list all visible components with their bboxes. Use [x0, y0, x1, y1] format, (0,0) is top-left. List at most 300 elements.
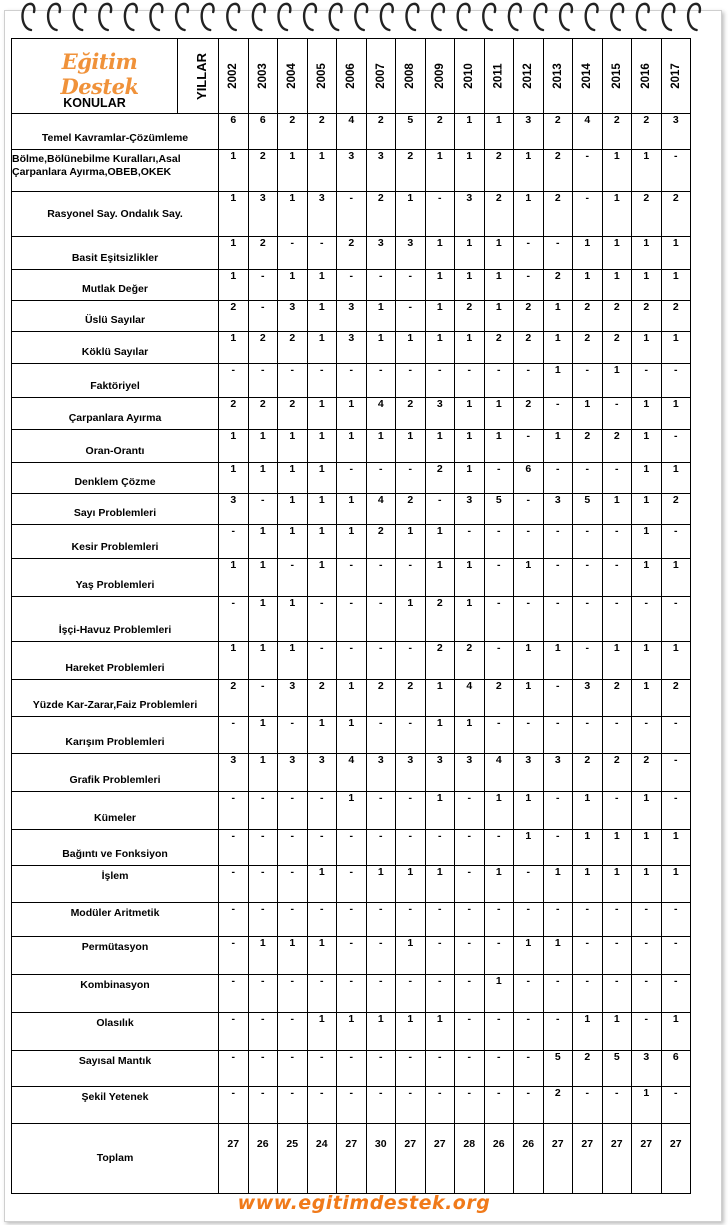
count-cell: 1 [514, 559, 544, 597]
count-cell: 3 [396, 237, 426, 270]
count-cell: - [278, 559, 308, 597]
count-cell: 1 [543, 430, 573, 463]
count-cell: 1 [455, 430, 485, 463]
count-cell: 1 [278, 463, 308, 494]
count-cell: 3 [219, 494, 249, 525]
count-cell: 2 [337, 237, 367, 270]
count-cell: - [219, 936, 249, 974]
count-cell: - [278, 1012, 308, 1050]
topics-by-year-table [11, 38, 691, 1194]
topic-cell: Hareket Problemleri [12, 642, 219, 680]
count-cell: - [514, 974, 544, 1012]
table-row [12, 398, 691, 430]
count-cell: - [632, 597, 662, 642]
count-cell: 1 [307, 301, 337, 332]
topic-cell: Kombinasyon [12, 974, 219, 1012]
count-cell: - [425, 936, 455, 974]
count-cell: - [337, 902, 367, 936]
year-header [661, 39, 691, 114]
count-cell: - [543, 398, 573, 430]
count-cell: 2 [573, 301, 603, 332]
count-cell: - [661, 150, 691, 192]
count-cell: 2 [543, 192, 573, 237]
count-cell: - [573, 936, 603, 974]
count-cell: 2 [602, 430, 632, 463]
count-cell: 5 [602, 1050, 632, 1086]
topic-cell: Yüzde Kar-Zarar,Faiz Problemleri [12, 680, 219, 717]
year-header [219, 39, 249, 114]
count-cell: - [337, 642, 367, 680]
count-cell: 3 [307, 192, 337, 237]
count-cell: - [484, 829, 514, 865]
count-cell: - [219, 1012, 249, 1050]
count-cell: 1 [455, 559, 485, 597]
count-cell: - [219, 974, 249, 1012]
count-cell: 6 [661, 1050, 691, 1086]
count-cell: 2 [396, 398, 426, 430]
count-cell: - [543, 792, 573, 829]
count-cell: - [484, 1086, 514, 1123]
topics-header: KONULAR [63, 96, 126, 111]
spiral-ring [48, 4, 60, 30]
count-cell: - [396, 642, 426, 680]
count-cell: 1 [602, 829, 632, 865]
count-cell: - [661, 525, 691, 559]
count-cell: 1 [219, 192, 249, 237]
count-cell: 1 [543, 364, 573, 398]
logo: Eğitim Destek [60, 49, 139, 99]
count-cell: - [573, 974, 603, 1012]
count-cell: - [337, 364, 367, 398]
count-cell: 2 [632, 301, 662, 332]
count-cell: 2 [396, 680, 426, 717]
count-cell: 1 [307, 332, 337, 364]
table-row [12, 597, 691, 642]
count-cell: 3 [278, 754, 308, 792]
count-cell: - [484, 525, 514, 559]
count-cell: - [573, 525, 603, 559]
count-cell: 1 [455, 717, 485, 754]
count-cell: 1 [278, 192, 308, 237]
table-row [12, 1086, 691, 1123]
count-cell: 1 [455, 150, 485, 192]
count-cell: - [573, 192, 603, 237]
spiral-ring [99, 4, 111, 30]
count-cell: 2 [632, 114, 662, 150]
count-cell: 1 [219, 270, 249, 301]
count-cell: 1 [632, 1086, 662, 1123]
count-cell: - [661, 936, 691, 974]
count-cell: 3 [425, 398, 455, 430]
total-cell: 27 [337, 1123, 367, 1193]
count-cell: 2 [632, 192, 662, 237]
count-cell: - [425, 494, 455, 525]
count-cell: 3 [573, 680, 603, 717]
count-cell: - [573, 463, 603, 494]
count-cell: 1 [514, 642, 544, 680]
count-cell: - [248, 1050, 278, 1086]
count-cell: - [278, 974, 308, 1012]
count-cell: - [337, 829, 367, 865]
count-cell: - [632, 364, 662, 398]
count-cell: - [455, 1050, 485, 1086]
count-cell: - [396, 974, 426, 1012]
logo-cell [12, 39, 178, 114]
count-cell: 1 [543, 865, 573, 902]
count-cell: - [484, 597, 514, 642]
year-header [337, 39, 367, 114]
year-label: 2011 [492, 63, 505, 89]
count-cell: - [543, 597, 573, 642]
count-cell: 4 [337, 114, 367, 150]
count-cell: 1 [337, 398, 367, 430]
total-cell: 27 [425, 1123, 455, 1193]
year-header [514, 39, 544, 114]
count-cell: - [219, 902, 249, 936]
count-cell: 1 [573, 865, 603, 902]
count-cell: 2 [514, 398, 544, 430]
count-cell: - [632, 1012, 662, 1050]
count-cell: 1 [278, 270, 308, 301]
year-header [425, 39, 455, 114]
count-cell: - [278, 792, 308, 829]
count-cell: 1 [573, 829, 603, 865]
count-cell: 1 [484, 237, 514, 270]
count-cell: - [337, 865, 367, 902]
spiral-ring [150, 4, 162, 30]
year-header [573, 39, 603, 114]
footer-url[interactable]: www.egitimdestek.org [237, 1192, 491, 1214]
count-cell: 1 [307, 270, 337, 301]
count-cell: 2 [543, 270, 573, 301]
spiral-ring [458, 4, 470, 30]
count-cell: - [514, 597, 544, 642]
count-cell: - [573, 642, 603, 680]
count-cell: 1 [248, 717, 278, 754]
year-header [455, 39, 485, 114]
count-cell: 1 [337, 680, 367, 717]
count-cell: - [602, 525, 632, 559]
count-cell: - [219, 525, 249, 559]
count-cell: 2 [573, 332, 603, 364]
count-cell: - [307, 597, 337, 642]
year-label: 2016 [640, 63, 653, 89]
count-cell: - [661, 430, 691, 463]
count-cell: 1 [248, 430, 278, 463]
count-cell: - [543, 902, 573, 936]
count-cell: 1 [632, 792, 662, 829]
count-cell: 3 [337, 332, 367, 364]
table-row [12, 150, 691, 192]
count-cell: 1 [543, 301, 573, 332]
count-cell: - [248, 680, 278, 717]
count-cell: 3 [425, 754, 455, 792]
count-cell: - [366, 1050, 396, 1086]
count-cell: - [455, 364, 485, 398]
count-cell: - [602, 717, 632, 754]
count-cell: 2 [425, 642, 455, 680]
count-cell: 2 [307, 680, 337, 717]
count-cell: - [514, 1086, 544, 1123]
count-cell: 1 [425, 270, 455, 301]
count-cell: - [219, 865, 249, 902]
table-row [12, 792, 691, 829]
count-cell: 1 [573, 1012, 603, 1050]
count-cell: - [366, 597, 396, 642]
count-cell: 1 [396, 192, 426, 237]
count-cell: - [248, 270, 278, 301]
count-cell: 1 [661, 237, 691, 270]
count-cell: - [484, 936, 514, 974]
count-cell: - [573, 559, 603, 597]
count-cell: 1 [514, 792, 544, 829]
count-cell: 4 [366, 494, 396, 525]
spiral-ring [432, 4, 444, 30]
topic-cell: Olasılık [12, 1012, 219, 1050]
table-row [12, 237, 691, 270]
topic-cell: Mutlak Değer [12, 270, 219, 301]
total-cell: 26 [484, 1123, 514, 1193]
table-row [12, 642, 691, 680]
count-cell: - [632, 902, 662, 936]
count-cell: 2 [366, 525, 396, 559]
count-cell: - [543, 1012, 573, 1050]
count-cell: 2 [661, 192, 691, 237]
count-cell: 1 [337, 717, 367, 754]
count-cell: - [366, 642, 396, 680]
total-cell: 26 [248, 1123, 278, 1193]
topic-cell: Çarpanlara Ayırma [12, 398, 219, 430]
count-cell: 1 [632, 270, 662, 301]
count-cell: - [514, 902, 544, 936]
count-cell: - [543, 680, 573, 717]
count-cell: - [219, 717, 249, 754]
topic-cell: Sayısal Mantık [12, 1050, 219, 1086]
count-cell: 1 [425, 559, 455, 597]
count-cell: 1 [543, 936, 573, 974]
count-cell: - [602, 398, 632, 430]
count-cell: 2 [514, 332, 544, 364]
topic-cell: Sayı Problemleri [12, 494, 219, 525]
count-cell: 3 [366, 237, 396, 270]
count-cell: - [514, 865, 544, 902]
table-row [12, 270, 691, 301]
count-cell: 1 [632, 463, 662, 494]
table-row [12, 974, 691, 1012]
count-cell: - [337, 974, 367, 1012]
count-cell: 5 [543, 1050, 573, 1086]
count-cell: 1 [278, 525, 308, 559]
year-label: 2017 [669, 63, 682, 89]
count-cell: - [455, 792, 485, 829]
count-cell: 1 [307, 936, 337, 974]
count-cell: - [455, 1012, 485, 1050]
count-cell: - [219, 1050, 249, 1086]
table-row [12, 364, 691, 398]
spiral-ring [202, 4, 214, 30]
topic-cell: Kesir Problemleri [12, 525, 219, 559]
topic-cell: Köklü Sayılar [12, 332, 219, 364]
count-cell: 1 [455, 114, 485, 150]
count-cell: 1 [425, 865, 455, 902]
count-cell: - [307, 792, 337, 829]
topic-cell: Denklem Çözme [12, 463, 219, 494]
table-row [12, 865, 691, 902]
count-cell: 2 [543, 114, 573, 150]
count-cell: - [337, 1086, 367, 1123]
count-cell: 2 [425, 114, 455, 150]
header-row [12, 39, 691, 114]
count-cell: 3 [337, 301, 367, 332]
count-cell: - [455, 902, 485, 936]
count-cell: - [661, 902, 691, 936]
count-cell: 1 [307, 398, 337, 430]
count-cell: 3 [366, 754, 396, 792]
count-cell: 1 [661, 559, 691, 597]
count-cell: - [337, 270, 367, 301]
count-cell: 1 [366, 301, 396, 332]
count-cell: 1 [307, 463, 337, 494]
count-cell: 1 [514, 150, 544, 192]
year-label: 2003 [256, 63, 269, 89]
count-cell: - [514, 525, 544, 559]
total-cell: 27 [573, 1123, 603, 1193]
count-cell: 4 [573, 114, 603, 150]
total-cell: 27 [661, 1123, 691, 1193]
table-row [12, 192, 691, 237]
count-cell: - [307, 902, 337, 936]
count-cell: - [514, 717, 544, 754]
topic-cell: Yaş Problemleri [12, 559, 219, 597]
count-cell: - [602, 936, 632, 974]
topic-cell: Karışım Problemleri [12, 717, 219, 754]
count-cell: 2 [573, 754, 603, 792]
year-label: 2004 [286, 63, 299, 89]
count-cell: 1 [307, 559, 337, 597]
count-cell: 2 [248, 398, 278, 430]
count-cell: 6 [248, 114, 278, 150]
count-cell: - [484, 364, 514, 398]
count-cell: 1 [278, 494, 308, 525]
count-cell: - [396, 270, 426, 301]
spiral-ring [278, 4, 290, 30]
spiral-ring [662, 4, 674, 30]
count-cell: - [396, 829, 426, 865]
count-cell: 1 [484, 114, 514, 150]
count-cell: 2 [484, 680, 514, 717]
count-cell: - [366, 364, 396, 398]
spiral-ring [304, 4, 316, 30]
count-cell: - [396, 902, 426, 936]
year-label: 2007 [374, 63, 387, 89]
table-row [12, 936, 691, 974]
count-cell: 2 [484, 192, 514, 237]
count-cell: - [573, 150, 603, 192]
count-cell: 2 [219, 398, 249, 430]
count-cell: - [543, 463, 573, 494]
count-cell: - [484, 559, 514, 597]
count-cell: 6 [219, 114, 249, 150]
topic-cell: Oran-Orantı [12, 430, 219, 463]
count-cell: 3 [455, 494, 485, 525]
count-cell: 1 [602, 192, 632, 237]
count-cell: - [337, 1050, 367, 1086]
count-cell: - [514, 364, 544, 398]
spiral-ring [483, 4, 495, 30]
count-cell: - [425, 192, 455, 237]
count-cell: - [661, 1086, 691, 1123]
table-row [12, 680, 691, 717]
count-cell: 2 [425, 463, 455, 494]
count-cell: 3 [661, 114, 691, 150]
count-cell: 1 [337, 792, 367, 829]
table-row [12, 1012, 691, 1050]
count-cell: 2 [307, 114, 337, 150]
count-cell: - [573, 597, 603, 642]
count-cell: 1 [248, 525, 278, 559]
count-cell: - [602, 974, 632, 1012]
topic-cell: Basit Eşitsizlikler [12, 237, 219, 270]
count-cell: 3 [337, 150, 367, 192]
count-cell: 2 [661, 494, 691, 525]
spiral-ring [560, 4, 572, 30]
count-cell: 5 [396, 114, 426, 150]
count-cell: - [425, 829, 455, 865]
spiral-ring [125, 4, 137, 30]
count-cell: - [455, 936, 485, 974]
count-cell: - [307, 974, 337, 1012]
topic-cell: Temel Kavramlar-Çözümleme [12, 114, 219, 150]
count-cell: 1 [278, 150, 308, 192]
count-cell: - [455, 974, 485, 1012]
count-cell: 2 [543, 150, 573, 192]
count-cell: 1 [602, 150, 632, 192]
spiral-ring [22, 4, 34, 30]
count-cell: - [602, 463, 632, 494]
count-cell: - [248, 829, 278, 865]
count-cell: 1 [573, 270, 603, 301]
count-cell: - [307, 829, 337, 865]
years-header: YILLAR [193, 52, 209, 100]
count-cell: 5 [484, 494, 514, 525]
count-cell: 1 [307, 430, 337, 463]
count-cell: - [219, 1086, 249, 1123]
count-cell: 5 [573, 494, 603, 525]
count-cell: 4 [455, 680, 485, 717]
count-cell: 1 [366, 1012, 396, 1050]
count-cell: - [337, 463, 367, 494]
count-cell: - [543, 559, 573, 597]
count-cell: 1 [661, 1012, 691, 1050]
count-cell: - [484, 463, 514, 494]
count-cell: 3 [543, 494, 573, 525]
count-cell: - [278, 237, 308, 270]
count-cell: - [248, 494, 278, 525]
count-cell: - [366, 1086, 396, 1123]
count-cell: 1 [632, 559, 662, 597]
count-cell: 4 [337, 754, 367, 792]
count-cell: 1 [632, 525, 662, 559]
total-cell: 27 [219, 1123, 249, 1193]
count-cell: - [248, 974, 278, 1012]
count-cell: - [425, 364, 455, 398]
count-cell: 2 [278, 332, 308, 364]
spiral-ring [330, 4, 342, 30]
count-cell: 1 [219, 642, 249, 680]
total-cell: 27 [602, 1123, 632, 1193]
count-cell: 2 [455, 301, 485, 332]
count-cell: - [514, 237, 544, 270]
